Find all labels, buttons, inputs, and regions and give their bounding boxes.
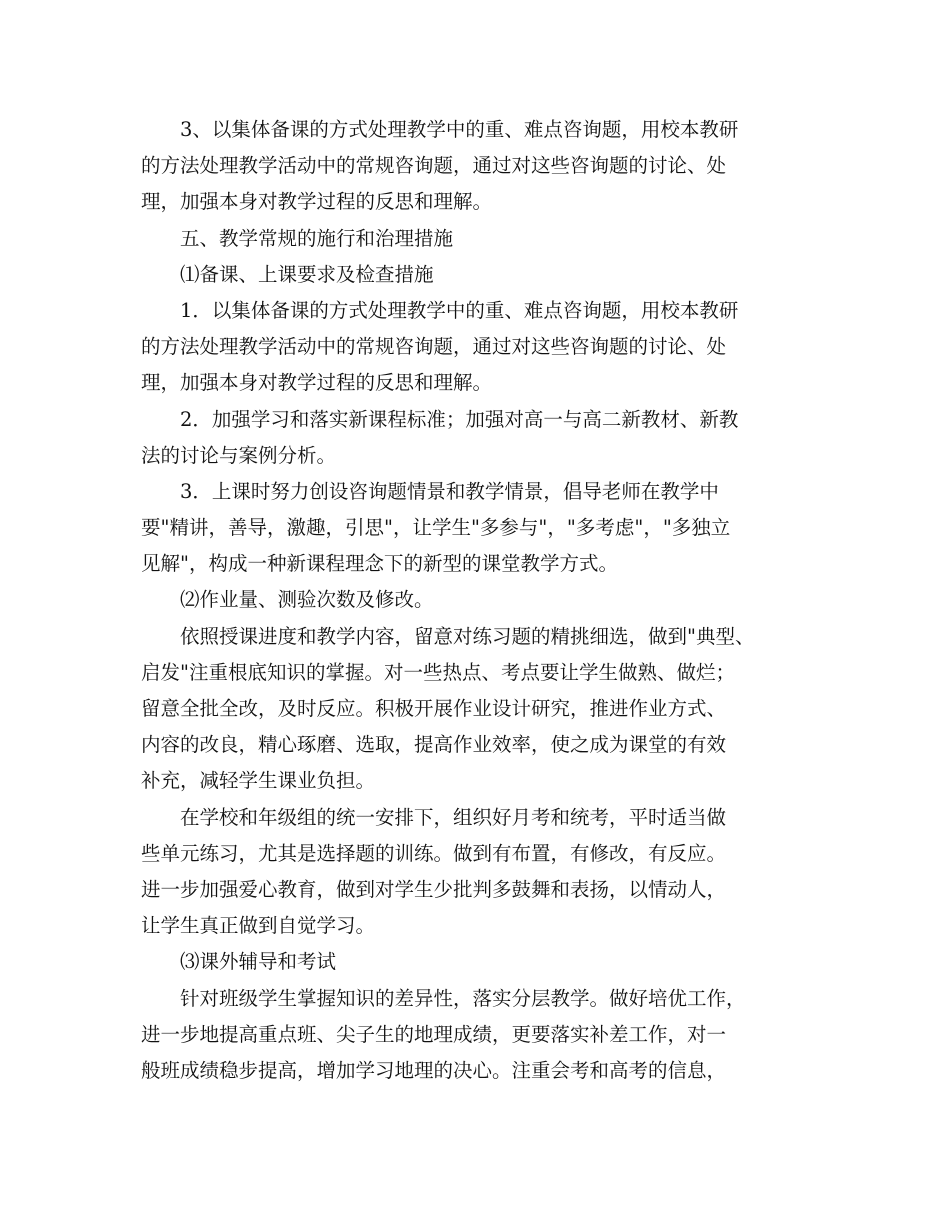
text-line: 让学生真正做到自觉学习。 — [141, 914, 376, 938]
text-line: 在学校和年级组的统一安排下，组织好月考和统考，平时适当做 — [180, 805, 727, 829]
subsection-heading: ⑵作业量、测验次数及修改。 — [180, 588, 434, 612]
text-line: 内容的改良，精心琢磨、选取，提高作业效率，使之成为课堂的有效 — [141, 733, 727, 757]
text-line: 补充，减轻学生课业负担。 — [141, 769, 376, 793]
text-line: 般班成绩稳步提高，增加学习地理的决心。注重会考和高考的信息， — [141, 1058, 727, 1082]
subsection-heading: ⑴备课、上课要求及检查措施 — [180, 262, 434, 286]
text-line: 理，加强本身对教学过程的反思和理解。 — [141, 190, 493, 214]
text-line: 3、以集体备课的方式处理教学中的重、难点咨询题，用校本教研 — [180, 118, 739, 141]
text-line: 依照授课进度和教学内容，留意对练习题的精挑细选，做到"典型、 — [180, 624, 755, 648]
text-line: 理，加强本身对教学过程的反思和理解。 — [141, 371, 493, 395]
text-line: 些单元练习，尤其是选择题的训练。做到有布置，有修改，有反应。 — [141, 841, 727, 865]
text-line: 进一步加强爱心教育，做到对学生少批判多鼓舞和表扬，以情动人， — [141, 877, 727, 901]
text-line: 针对班级学生掌握知识的差异性，落实分层教学。做好培优工作， — [180, 986, 746, 1010]
text-line: 法的讨论与案例分析。 — [141, 443, 337, 467]
text-line: 进一步地提高重点班、尖子生的地理成绩，更要落实补差工作，对一 — [141, 1022, 727, 1046]
document-body — [141, 112, 831, 1089]
text-line: 启发"注重根底知识的掌握。对一些热点、考点要让学生做熟、做烂； — [141, 660, 735, 684]
text-line: 的方法处理教学活动中的常规咨询题，通过对这些咨询题的讨论、处 — [141, 335, 727, 359]
text-line: 留意全批全改，及时反应。积极开展作业设计研究，推进作业方式、 — [141, 697, 727, 720]
text-line: 3．上课时努力创设咨询题情景和教学情景，倡导老师在教学中 — [180, 479, 719, 503]
subsection-heading: ⑶课外辅导和考试 — [180, 950, 337, 974]
text-line: 要"精讲，善导，激趣，引思"，让学生"多参与"，"多考虑"，"多独立 — [141, 516, 731, 540]
text-line: 见解"，构成一种新课程理念下的新型的课堂教学方式。 — [141, 552, 618, 576]
section-heading: 五、教学常规的施行和治理措施 — [180, 226, 454, 250]
text-line: 2．加强学习和落实新课程标准；加强对高一与高二新教材、新教 — [180, 407, 739, 431]
text-line: 的方法处理教学活动中的常规咨询题，通过对这些咨询题的讨论、处 — [141, 154, 727, 178]
text-line: 1．以集体备课的方式处理教学中的重、难点咨询题，用校本教研 — [180, 298, 739, 322]
